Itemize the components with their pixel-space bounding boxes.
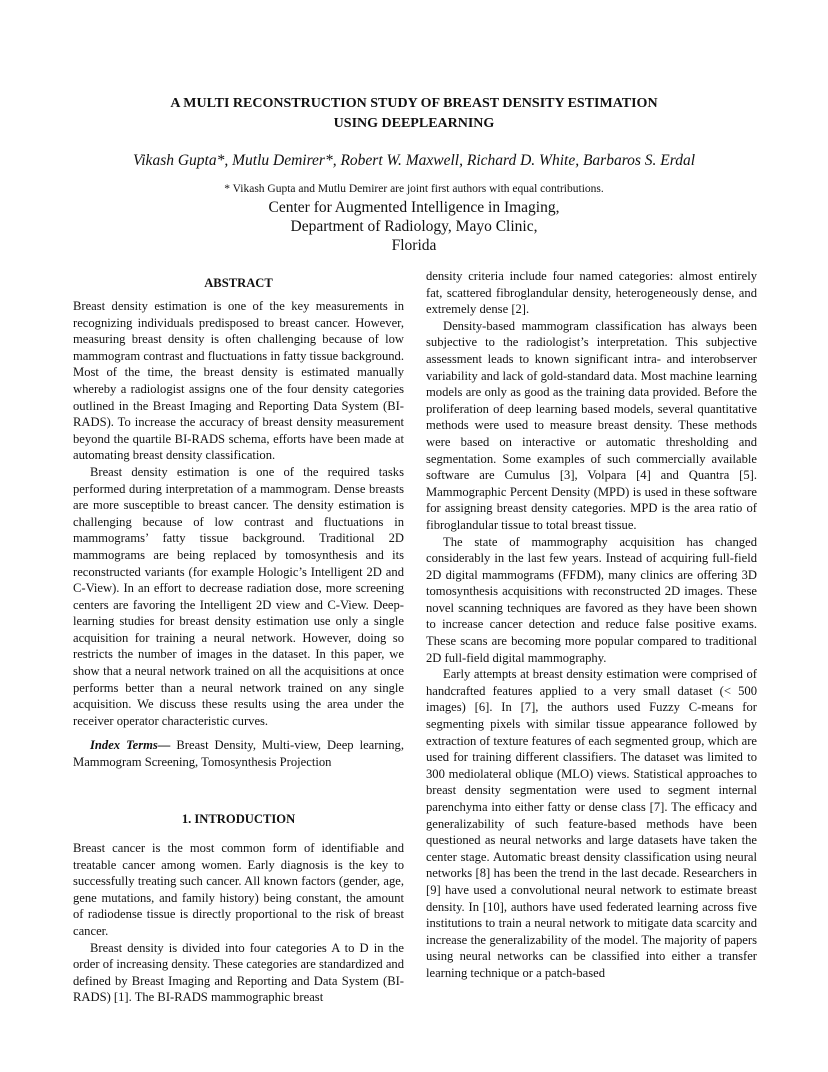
author-list: Vikash Gupta*, Mutlu Demirer*, Robert W. Maxwell, Richard D. White, Barbaros S. Erdal [132,152,696,169]
abstract-heading: ABSTRACT [204,276,273,290]
affiliation-line-2: Department of Radiology, Mayo Clinic, [290,218,538,235]
paper-title [60,94,768,134]
intro-right-paragraph-2: Density-based mammogram classification has always been subjective to the radiologist’s interpretation. This subjective assessment leads to known significant intra- and interobserver variability and lack of gold-standard data. Most machine learning models are only as good as the training data provided. Before the proliferation of deep learning based models, several quantitative methods were used to measure breast density. These methods were based on interactive or automatic thresholding and segmentation. Some examples of such commercially available software are Cumulus [3], Volpara [4] and Quantra [5]. Mammographic Percent Density (MPD) is used in these software for assigning breast density categories. MPD is the area ratio of fibroglandular tissue to total breast tissue. [426,318,757,532]
left-column-abstract [73,298,404,771]
index-terms-label: Index Terms— [90,738,171,753]
intro-paragraph-2: Breast density is divided into four categories A to D in the order of increasing density. These categories are standardized and defined by Breast Imaging and Reporting and Data System (BI-RADS) [1]. The BI-RADS mammographic breast [73,940,404,1005]
equal-contribution-note: * Vikash Gupta and Mutlu Demirer are joint first authors with equal contributions. [224,183,604,195]
title-line-1: A MULTI RECONSTRUCTION STUDY OF BREAST DENSITY ESTIMATION [170,96,658,111]
index-terms [73,737,404,770]
intro-right-paragraph-3: The state of mammography acquisition has changed considerably in the last few years. Instead of acquiring full-field 2D digital mammograms (FFDM), many clinics are offering 3D tomosynthesis acquisitions with reconstructed 2D images. These novel scanning techniques are favored as they have been shown to increase cancer detection and reduce false positive exams. These scans are becoming more popular compared to traditional 2D full-field digital mammography. [426,534,757,665]
index-terms-text: Breast Density, Multi-view, Deep learning, Mammogram Screening, Tomosynthesis Projection [73,738,404,770]
title-line-2: USING DEEPLEARNING [333,116,495,131]
affiliation [60,198,768,255]
affiliation-line-1: Center for Augmented Intelligence in Imaging, [268,199,560,216]
abstract-paragraph-1: Breast density estimation is one of the key measurements in recognizing individuals predisposed to breast cancer. However, measuring breast density is often challenging because of low mammogram contrast and fluctuations in fatty tissue background. Most of the time, the breast density is estimated manually whereby a radiologist assigns one of the four density categories outlined in the Breast Imaging and Reporting Data System (BI-RADS). To increase the accuracy of breast density measurement beyond the quartile BI-RADS schema, efforts have been made at automating breast density classification. [73,299,404,463]
left-column-introduction [73,840,404,1006]
affiliation-line-3: Florida [391,237,437,254]
abstract-paragraph-2: Breast density estimation is one of the required tasks performed during interpretation of a mammogram. Dense breasts are more susceptible to breast cancer. The density estimation is challenging because of low contrast and fluctuations in mammograms’ fatty tissue background. Traditional 2D mammograms are being replaced by tomosynthesis and its reconstructed variants (for example Hologic’s Intelligent 2D and C-View). In an effort to decrease radiation dose, more screening centers are favoring the Intelligent 2D view and C-View. Deep-learning studies for breast density estimation use only a single acquisition for training a neural network. However, doing so restricts the number of images in the dataset. In this paper, we show that a neural network trained on all the acquisitions at once performs better than a neural network trained on any single acquisition. We discuss these results using the area under the receiver operator characteristic curves. [73,464,404,728]
right-column [426,268,757,982]
intro-right-paragraph-4: Early attempts at breast density estimation were comprised of handcrafted features applied to a very small dataset (< 500 images) [6]. In [7], the authors used Fuzzy C-means for segmenting pixels with similar tissue appearance followed by extraction of texture features of each segmented group, which are used for training different classifiers. The dataset was limited to 300 mediolateral oblique (MLO) views. Statistical approaches to breast density segmentation were used to segment internal parenchyma into either fatty or dense class [7]. The efficacy and generalizability of such feature-based methods have been questioned as neural networks and large datasets have taken the center stage. Automatic breast density classification using neural networks [8] has been the trend in the last decade. Researchers in [9] have used a convolutional neural network to estimate breast density. In [10], authors have used federated learning across five institutions to train a neural network to mitigate data scarcity and increase the generalizability of the model. The majority of papers using neural networks can be classified into either a transfer learning technique or a patch-based [426,667,757,980]
introduction-heading: 1. INTRODUCTION [181,812,296,826]
intro-right-paragraph-1: density criteria include four named categories: almost entirely fat, scattered fibroglandular density, heterogeneously dense, and extremely dense [2]. [426,269,757,317]
intro-paragraph-1: Breast cancer is the most common form of identifiable and treatable cancer among women. Early diagnosis is the key to successfully treating such cancer. All known factors (gender, age, gene mutations, and family history) being constant, the amount of radiodense tissue is directly proportional to the risk of breast cancer. [73,841,404,938]
